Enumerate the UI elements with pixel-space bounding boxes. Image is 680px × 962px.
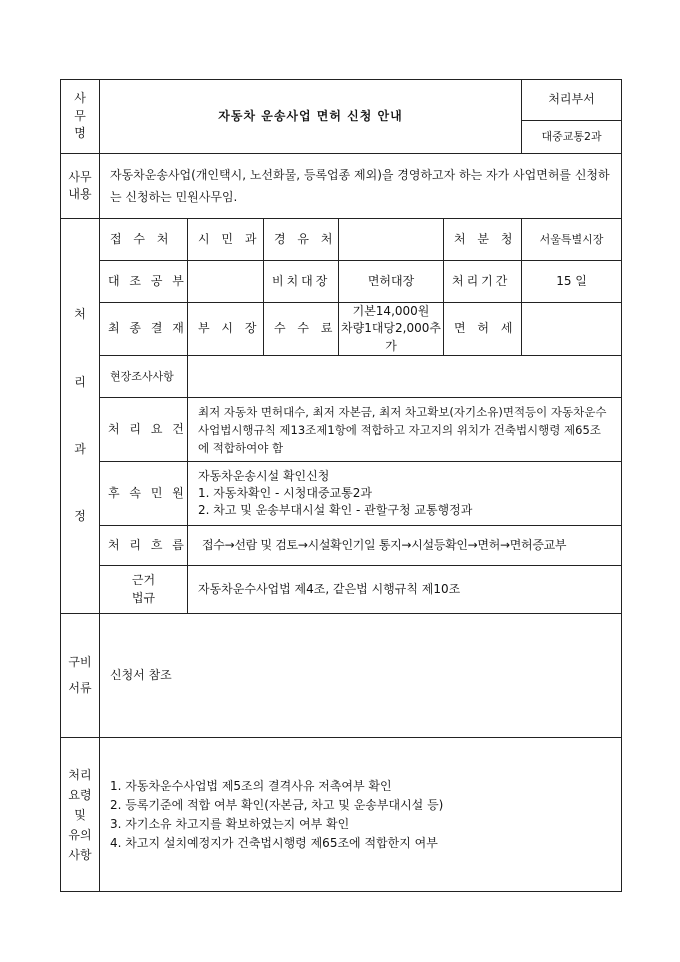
dept-value: 대중교통2과 — [522, 121, 622, 154]
requirements-label: 처 리 요 건 — [100, 398, 188, 462]
license-tax-value — [522, 303, 622, 356]
civil-affairs-guide-form — [60, 79, 622, 892]
disposal-value: 서울특별시장 — [522, 219, 622, 261]
period-value: 15 일 — [522, 261, 622, 303]
ledger-label: 대 조 공 부 — [100, 261, 188, 303]
archive-label: 비치대장 — [264, 261, 339, 303]
reception-label: 접 수 처 — [100, 219, 188, 261]
followup-list — [188, 462, 622, 526]
site-survey-label: 현장조사사항 — [100, 356, 188, 398]
business-label: 사무 내용 — [61, 154, 100, 219]
followup-item: 자동차운송시설 확인신청 — [198, 469, 330, 484]
notes-item: 4. 차고지 설치예정지가 건축법시행령 제65조에 적합한지 여부 — [110, 835, 438, 850]
site-survey-value — [188, 356, 622, 398]
documents-text: 신청서 참조 — [100, 614, 622, 738]
page-title: 자동차 운송사업 면허 신청 안내 — [100, 80, 522, 154]
requirements-text: 최저 자동차 면허대수, 최저 자본금, 최저 차고확보(자기소유)면적등이 자동차운수사업법시행규칙 제13조제1항에 적합하고 자고지의 위치가 건축법시행령 제65조에 적합하여야 함 — [188, 398, 622, 462]
notes-item: 3. 자기소유 차고지를 확보하였는지 여부 확인 — [110, 816, 350, 831]
fee-value: 기본14,000원 차량1대당2,000추가 — [339, 303, 444, 356]
approval-value: 부 시 장 — [188, 303, 264, 356]
flow-label: 처 리 흐 름 — [100, 526, 188, 566]
flow-text: 접수→선람 및 검토→시설확인기일 통지→시설등확인→면허→면허증교부 — [188, 526, 622, 566]
period-label: 처리기간 — [444, 261, 522, 303]
notes-label: 처리 요령 및 유의 사항 — [61, 738, 100, 892]
process-label: 처 리 과 정 — [61, 219, 100, 614]
notes-list — [100, 738, 622, 892]
followup-label: 후 속 민 원 — [100, 462, 188, 526]
via-label: 경 유 처 — [264, 219, 339, 261]
fee-label: 수 수 료 — [264, 303, 339, 356]
reception-value: 시 민 과 — [188, 219, 264, 261]
archive-value: 면허대장 — [339, 261, 444, 303]
followup-item: 1. 자동차확인 - 시청대중교통2과 — [198, 486, 372, 501]
approval-label: 최 종 결 재 — [100, 303, 188, 356]
notes-item: 1. 자동차운수사업법 제5조의 결격사유 저촉여부 확인 — [110, 778, 392, 793]
via-value — [339, 219, 444, 261]
disposal-label: 처 분 청 — [444, 219, 522, 261]
law-label: 근거 법규 — [100, 566, 188, 614]
affair-name-label: 사 무 명 — [61, 80, 100, 154]
ledger-value — [188, 261, 264, 303]
license-tax-label: 면 허 세 — [444, 303, 522, 356]
dept-label: 처리부서 — [522, 80, 622, 121]
documents-label: 구비 서류 — [61, 614, 100, 738]
notes-item: 2. 등록기준에 적합 여부 확인(자본금, 차고 및 운송부대시설 등) — [110, 797, 444, 812]
followup-item: 2. 차고 및 운송부대시설 확인 - 관할구청 교통행정과 — [198, 503, 473, 518]
business-description: 자동차운송사업(개인택시, 노선화물, 등록업종 제외)을 경영하고자 하는 자가 사업면허를 신청하는 신청하는 민원사무임. — [100, 154, 622, 219]
law-text: 자동차운수사업법 제4조, 같은법 시행규칙 제10조 — [188, 566, 622, 614]
